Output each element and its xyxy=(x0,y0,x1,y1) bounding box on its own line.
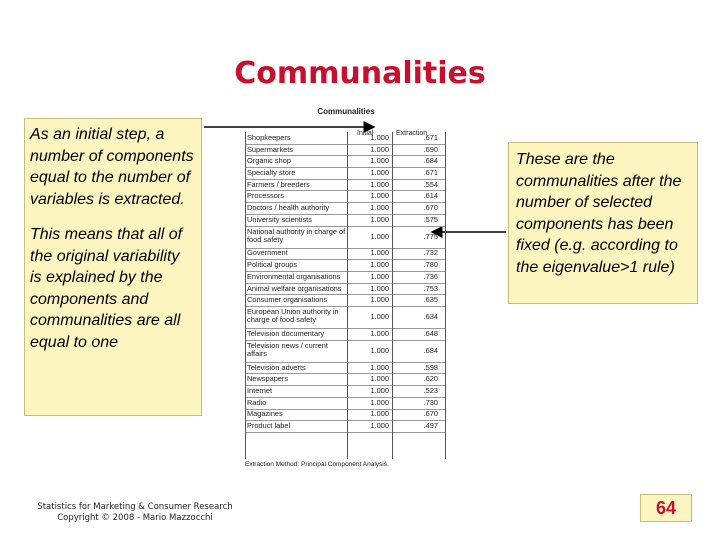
row-extraction-value: .690 xyxy=(423,144,438,154)
row-extraction-value: .614 xyxy=(423,191,438,201)
row-extraction-value: .523 xyxy=(423,386,438,396)
note-right-text: These are the communalities after the number of selected components has been fixed (e.g. according to the eigenvalue>1 rule) xyxy=(516,151,682,276)
page-number: 64 xyxy=(640,494,692,522)
table-divider-initial xyxy=(392,132,393,459)
row-initial-value: 1.000 xyxy=(370,144,389,154)
row-extraction-value: .575 xyxy=(423,214,438,224)
row-initial-value: 1.000 xyxy=(370,295,389,305)
slide-title: Communalities xyxy=(234,56,486,91)
table-divider-right xyxy=(445,132,446,459)
row-extraction-value: .736 xyxy=(423,271,438,281)
row-extraction-value: .635 xyxy=(423,295,438,305)
row-initial-value: 1.000 xyxy=(370,203,389,213)
row-extraction-value: .497 xyxy=(423,421,438,431)
table-row xyxy=(245,340,445,363)
note-extraction-communalities xyxy=(508,142,698,304)
table-row xyxy=(245,306,445,329)
row-extraction-value: .634 xyxy=(423,312,438,322)
table-grid xyxy=(245,132,445,558)
row-initial-value: 1.000 xyxy=(370,179,389,189)
row-label: Government xyxy=(247,248,288,258)
row-label: Newspapers xyxy=(247,374,289,384)
footer-line-1: Statistics for Marketing & Consumer Research xyxy=(37,502,233,512)
row-initial-value: 1.000 xyxy=(370,132,389,142)
row-extraction-value: .670 xyxy=(423,409,438,419)
table-footnote: Extraction Method: Principal Component Analysis. xyxy=(245,461,389,468)
table-row xyxy=(245,420,445,433)
footer-line-2: Copyright © 2008 - Mario Mazzocchi xyxy=(57,513,213,523)
footer xyxy=(30,502,240,524)
column-header-initial: Initial xyxy=(357,130,374,137)
note-left-paragraph-2: This means that all of the original variability is explained by the components and communalities are all equal to one xyxy=(30,226,183,351)
row-extraction-value: .671 xyxy=(423,132,438,142)
row-label: University scientists xyxy=(247,214,312,224)
row-initial-value: 1.000 xyxy=(370,345,389,355)
row-initial-value: 1.000 xyxy=(370,397,389,407)
row-initial-value: 1.000 xyxy=(370,231,389,241)
row-initial-value: 1.000 xyxy=(370,374,389,384)
row-label: Internet xyxy=(247,386,273,396)
table-divider-left xyxy=(245,132,246,459)
row-extraction-value: .554 xyxy=(423,179,438,189)
row-initial-value: 1.000 xyxy=(370,191,389,201)
row-label: Political groups xyxy=(247,260,298,270)
row-label: Specialty store xyxy=(247,167,296,177)
row-initial-value: 1.000 xyxy=(370,362,389,372)
row-label: Television documentary xyxy=(247,328,325,338)
row-label: Radio xyxy=(247,397,267,407)
row-label: Product label xyxy=(247,421,291,431)
row-label: Processors xyxy=(247,191,284,201)
row-label: Environmental organisations xyxy=(247,271,341,281)
row-initial-value: 1.000 xyxy=(370,283,389,293)
column-header-extraction: Extraction xyxy=(396,130,428,137)
table-row xyxy=(245,226,445,249)
row-initial-value: 1.000 xyxy=(370,386,389,396)
row-extraction-value: .670 xyxy=(423,203,438,213)
row-label: Supermarkets xyxy=(247,144,294,154)
row-extraction-value: .730 xyxy=(423,397,438,407)
communalities-table xyxy=(240,102,452,474)
row-initial-value: 1.000 xyxy=(370,156,389,166)
row-extraction-value: .620 xyxy=(423,374,438,384)
row-label: Consumer organisations xyxy=(247,295,328,305)
row-extraction-value: .780 xyxy=(423,260,438,270)
row-extraction-value: .671 xyxy=(423,167,438,177)
row-initial-value: 1.000 xyxy=(370,167,389,177)
row-extraction-value: .684 xyxy=(423,156,438,166)
row-initial-value: 1.000 xyxy=(370,312,389,322)
table-title: Communalities xyxy=(317,107,375,116)
row-label: Magazines xyxy=(247,409,283,419)
note-initial-step xyxy=(24,118,202,416)
row-extraction-value: .753 xyxy=(423,283,438,293)
note-left-paragraph-1: As an initial step, a number of components equal to the number of variables is extracted. xyxy=(30,126,194,208)
row-initial-value: 1.000 xyxy=(370,214,389,224)
row-label: Farmers / breeders xyxy=(247,179,310,189)
row-label: Shopkeepers xyxy=(247,132,291,142)
row-extraction-value: .598 xyxy=(423,362,438,372)
row-initial-value: 1.000 xyxy=(370,409,389,419)
row-initial-value: 1.000 xyxy=(370,260,389,270)
table-divider-label xyxy=(347,132,348,459)
row-label: Television news / current affairs xyxy=(247,340,328,358)
row-extraction-value: .775 xyxy=(423,231,438,241)
row-label: Animal welfare organisations xyxy=(247,283,342,293)
row-extraction-value: .684 xyxy=(423,345,438,355)
row-label: Organic shop xyxy=(247,156,291,166)
row-label: Doctors / health authority xyxy=(247,203,330,213)
row-label: European Union authority in charge of food safety xyxy=(247,307,339,325)
row-extraction-value: .648 xyxy=(423,328,438,338)
row-label: Television adverts xyxy=(247,362,306,372)
row-initial-value: 1.000 xyxy=(370,421,389,431)
row-extraction-value: .732 xyxy=(423,248,438,258)
row-label: National authority in charge of food safety xyxy=(247,226,346,244)
row-initial-value: 1.000 xyxy=(370,328,389,338)
row-initial-value: 1.000 xyxy=(370,248,389,258)
row-initial-value: 1.000 xyxy=(370,271,389,281)
